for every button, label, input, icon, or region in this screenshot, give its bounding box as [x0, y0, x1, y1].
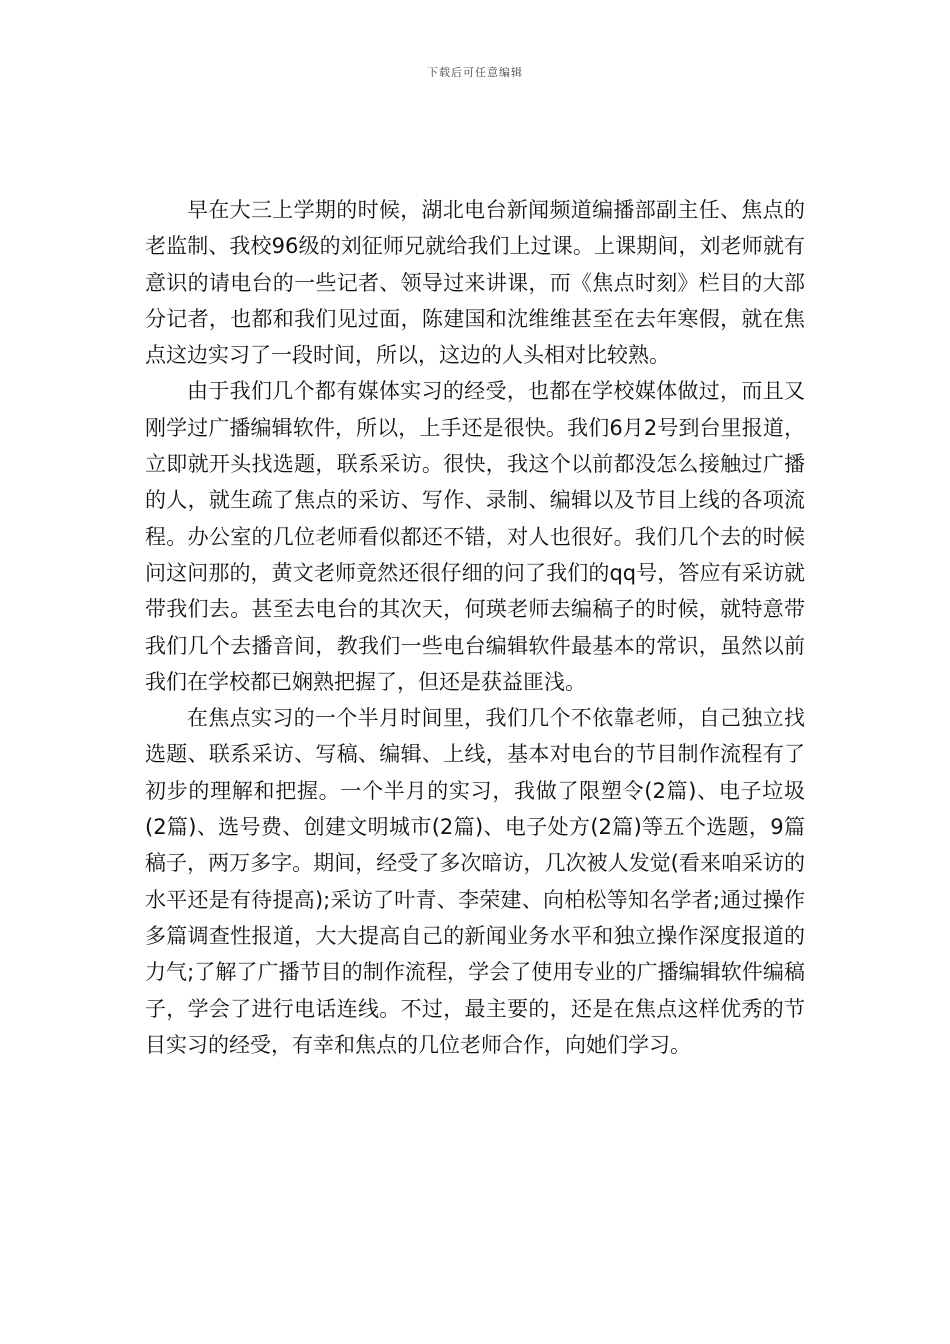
paragraph-2: 由于我们几个都有媒体实习的经受，也都在学校媒体做过，而且又刚学过广播编辑软件，所以，上手还是很快。我们6月2号到台里报道，立即就开头找选题，联系采访。很快，我这个以前都没怎么接触过广播的人，就生疏了焦点的采访、写作、录制、编辑以及节目上线的各项流程。办公室的几位老师看似都还不错，对人也很好。我们几个去的时候问这问那的，黄文老师竟然还很仔细的问了我们的qq号，答应有采访就带我们去。甚至去电台的其次天，何瑛老师去编稿子的时候，就特意带我们几个去播音间，教我们一些电台编辑软件最基本的常识，虽然以前我们在学校都已娴熟把握了，但还是获益匪浅。 — [145, 379, 805, 694]
document-body — [145, 192, 805, 1063]
page-header: 下载后可任意编辑 — [427, 66, 523, 79]
paragraph-3: 在焦点实习的一个半月时间里，我们几个不依靠老师，自己独立找选题、联系采访、写稿、编辑、上线，基本对电台的节目制作流程有了初步的理解和把握。一个半月的实习，我做了限塑令(2篇)、电子垃圾(2篇)、选号费、创建文明城市(2篇)、电子处方(2篇)等五个选题，9篇稿子，两万多字。期间，经受了多次暗访，几次被人发觉(看来咱采访的水平还是有待提高);采访了叶青、李荣建、向柏松等知名学者;通过操作多篇调查性报道，大大提高自己的新闻业务水平和独立操作深度报道的力气;了解了广播节目的制作流程，学会了使用专业的广播编辑软件编稿子，学会了进行电话连线。不过，最主要的，还是在焦点这样优秀的节目实习的经受，有幸和焦点的几位老师合作，向她们学习。 — [145, 706, 805, 1057]
paragraph-1: 早在大三上学期的时候，湖北电台新闻频道编播部副主任、焦点的老监制、我校96级的刘征师兄就给我们上过课。上课期间，刘老师就有意识的请电台的一些记者、领导过来讲课，而《焦点时刻》栏目的大部分记者，也都和我们见过面，陈建国和沈维维甚至在去年寒假，就在焦点这边实习了一段时间，所以，这边的人头相对比较熟。 — [145, 198, 805, 368]
